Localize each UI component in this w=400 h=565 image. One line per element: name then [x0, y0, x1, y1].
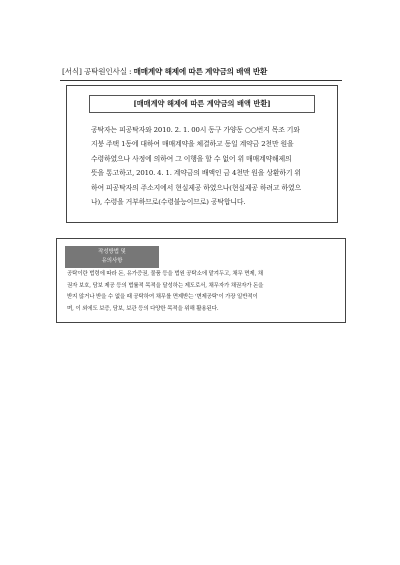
notes-line: 권자 보호, 담보 제공 등의 법률적 목적을 달성하는 제도로서, 채무자가 채권자가 돈을	[67, 282, 264, 289]
document-body	[91, 123, 319, 209]
body-line: 지붕 주택 1동에 대하여 매매계약을 체결하고 동일 계약금 2천만 원을	[91, 140, 294, 149]
body-line: 뜻을 통고하고, 2010. 4. 1. 계약금의 배액인 금 4천만 원을 상환하기 위	[91, 169, 301, 178]
notes-line: 며, 이 외에도 보증, 담보, 보관 등의 다양한 목적을 위해 활용된다.	[67, 305, 219, 312]
notes-label-line: 작성방법 및	[98, 249, 126, 255]
document-box	[66, 85, 338, 223]
notes-label	[65, 246, 159, 268]
heading-title: 매매계약 해제에 따른 계약금의 배액 반환	[133, 67, 268, 76]
notes-box	[56, 238, 346, 323]
notes-line: 받지 않거나 받을 수 없을 때 공탁하여 채무를 면제받는 '변제공탁'이 가장 일반적이	[67, 294, 258, 301]
notes-label-line: 유의사항	[101, 258, 123, 264]
page-heading	[62, 66, 362, 77]
notes-line: 공탁이란 법령에 따라 돈, 유가증권, 물품 등을 법원 공탁소에 맡겨두고, 채무 면제, 채	[67, 271, 263, 277]
body-line: 공탁자는 피공탁자와 2010. 2. 1. 00시 동구 가양동 ○○번지 목조 기와	[91, 126, 300, 134]
body-line: 하여 피공탁자의 주소지에서 현실제공 하였으나(현실제공 하려고 하였으	[91, 183, 301, 192]
heading-prefix: 공탁원인사실 :	[84, 67, 132, 76]
notes-body	[67, 269, 339, 315]
form-tag: [서식]	[62, 67, 82, 76]
document-title: [매매계약 해제에 따른 계약금의 배액 반환]	[89, 95, 315, 113]
heading-divider	[60, 80, 342, 81]
body-line: 수령하였으나 사정에 의하여 그 이행을 할 수 없어 위 매매계약해제의	[91, 154, 292, 163]
body-line: 나), 수령을 거부하므로(수령불능이므로) 공탁합니다.	[91, 198, 246, 207]
